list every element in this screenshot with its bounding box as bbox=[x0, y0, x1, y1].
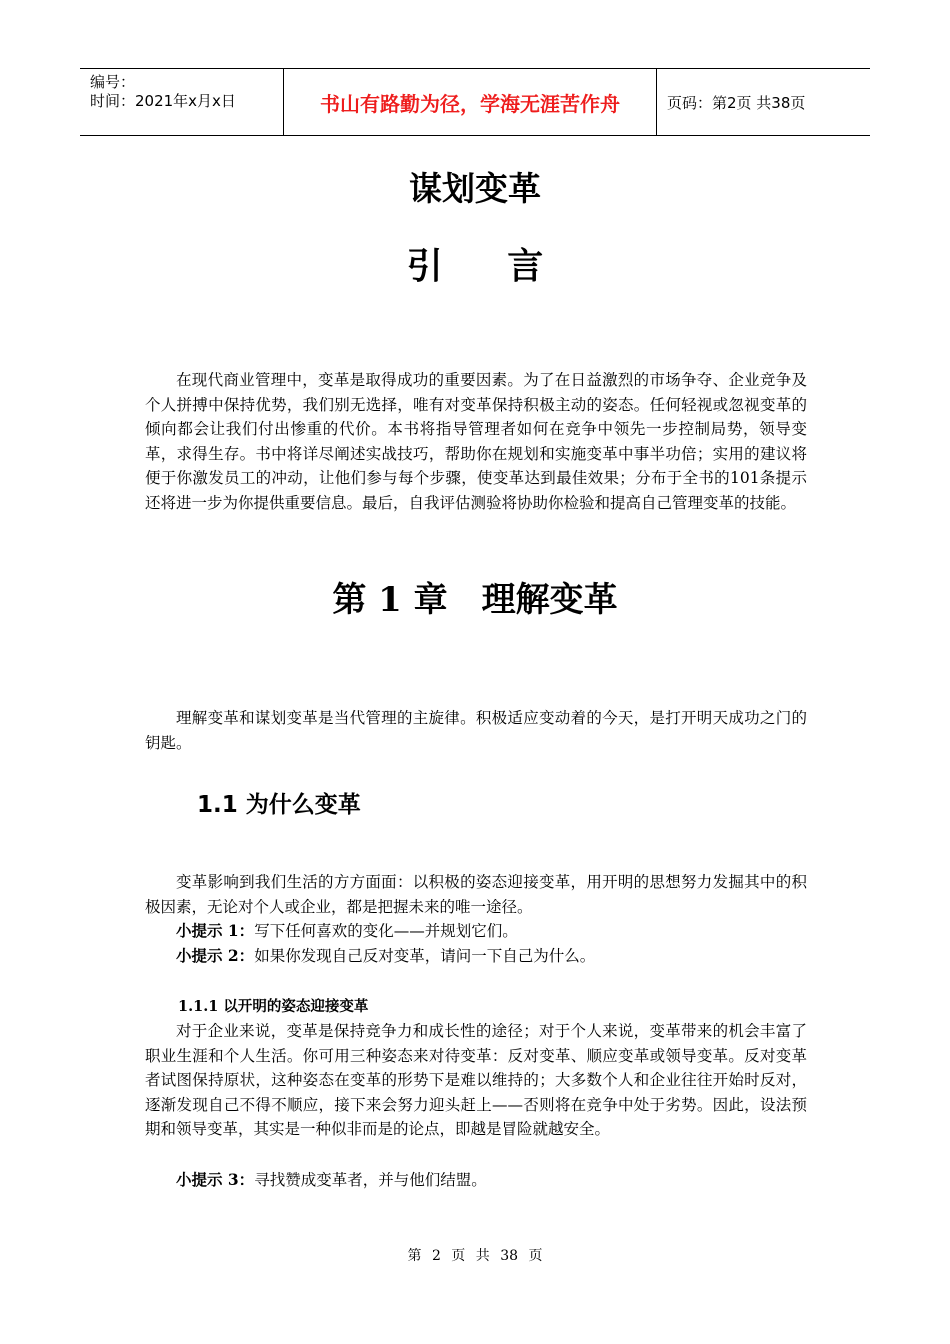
tip-1 bbox=[145, 919, 807, 944]
header-date-label: 时间：2021年x月x日 bbox=[90, 92, 236, 110]
section-paragraph: 变革影响到我们生活的方方面面：以积极的姿态迎接变革，用开明的思想努力发掘其中的积极因素，无论对个人或企业，都是把握未来的唯一途径。 bbox=[145, 873, 807, 916]
subsection-title: 1.1.1 以开明的姿态迎接变革 bbox=[178, 998, 369, 1015]
chapter-title: 第 1 章 理解变革 bbox=[332, 580, 618, 620]
subsection-paragraph: 对于企业来说，变革是保持竞争力和成长性的途径；对于个人来说，变革带来的机会丰富了职业生涯和个人生活。你可用三种姿态来对待变革：反对变革、顺应变革或领导变革。反对变革者试图保持原状，这种姿态在变革的形势下是难以维持的；大多数个人和企业往往开始时反对，逐渐发现自己不得不顺应，接下来会努力迎头赶上——否则将在竞争中处于劣势。因此，设法预期和领导变革，其实是一种似非而是的论点，即越是冒险就越安全。 bbox=[145, 1022, 807, 1138]
intro-paragraph: 在现代商业管理中，变革是取得成功的重要因素。为了在日益激烈的市场争夺、企业竞争及个人拼搏中保持优势，我们别无选择，唯有对变革保持积极主动的姿态。任何轻视或忽视变革的倾向都会让我们付出惨重的代价。本书将指导管理者如何在竞争中领先一步控制局势，领导变革，求得生存。书中将详尽阐述实战技巧，帮助你在规划和实施变革中事半功倍；实用的建议将便于你激发员工的冲动，让他们参与每个步骤，使变革达到最佳效果；分布于全书的101条提示还将进一步为你提供重要信息。最后，自我评估测验将协助你检验和提高自己管理变革的技能。 bbox=[145, 371, 807, 512]
tip-label: 小提示 1： bbox=[176, 921, 255, 940]
intro-title: 引 言 bbox=[406, 246, 570, 287]
chapter-paragraph: 理解变革和谋划变革是当代管理的主旋律。积极适应变动着的今天，是打开明天成功之门的钥匙。 bbox=[145, 709, 807, 752]
tip-3 bbox=[145, 1168, 807, 1193]
section-title: 1.1 为什么变革 bbox=[197, 792, 361, 818]
tip-2 bbox=[145, 944, 807, 969]
page-footer: 第 2 页 共 38 页 bbox=[407, 1248, 543, 1264]
tip-label: 小提示 2： bbox=[176, 946, 255, 965]
page-header bbox=[80, 68, 870, 136]
header-info-cell bbox=[80, 69, 284, 135]
document-title: 谋划变革 bbox=[409, 169, 541, 208]
header-number-label: 编号： bbox=[90, 73, 136, 91]
tip-label: 小提示 3： bbox=[176, 1170, 255, 1189]
tip-text: 如果你发现自己反对变革，请问一下自己为什么。 bbox=[254, 947, 596, 965]
tip-text: 寻找赞成变革者，并与他们结盟。 bbox=[254, 1171, 487, 1189]
tip-text: 写下任何喜欢的变化——并规划它们。 bbox=[254, 922, 518, 940]
header-page-label: 页码：第2页 共38页 bbox=[667, 93, 806, 112]
header-motto: 书山有路勤为径，学海无涯苦作舟 bbox=[284, 69, 657, 135]
